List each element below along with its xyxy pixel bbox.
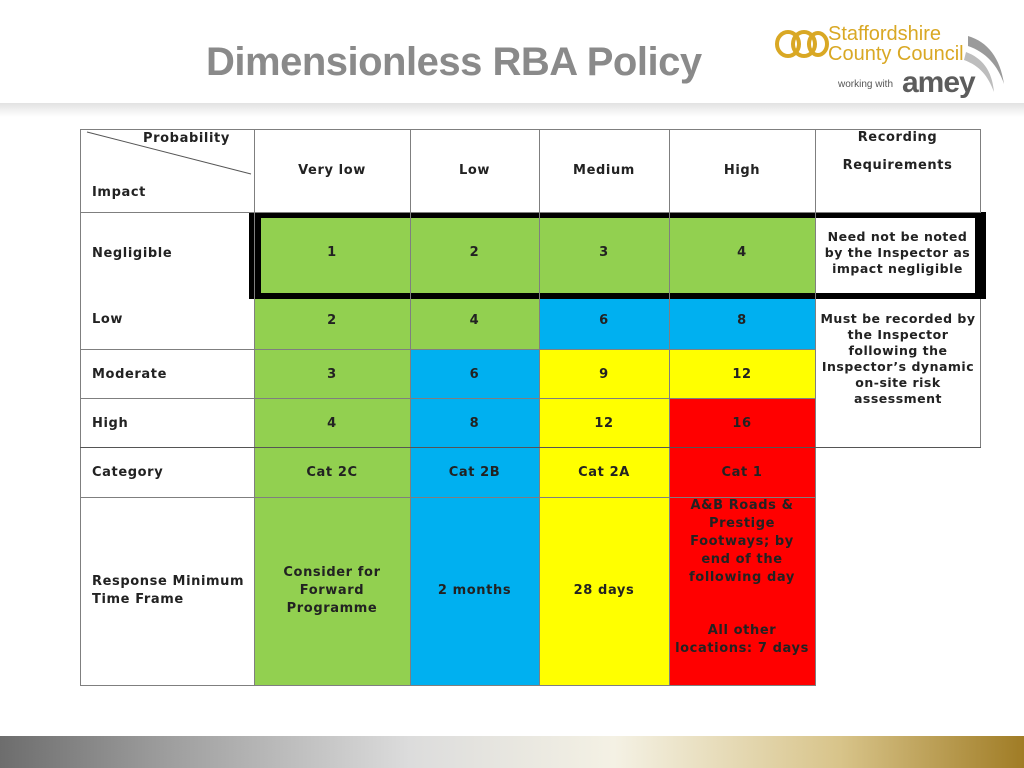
probability-header-low: Low [458,163,491,178]
category-cat-2b: Cat 2B [410,448,539,497]
recording-header-line2: Requirements [842,158,953,173]
grid-line [80,212,981,213]
grid-line [80,497,815,498]
matrix-cell: 2 [254,299,410,350]
category-label: Category [92,465,164,480]
probability-header-very-low: Very low [298,163,366,178]
council-name-line1: Staffordshire [828,23,942,45]
grid-line [80,447,981,448]
response-cat-1 [669,497,815,685]
matrix-cell: 12 [539,399,669,448]
category-cat-2a: Cat 2A [539,448,669,497]
header-divider [0,103,1024,117]
impact-label-high: High [92,416,129,431]
grid-line [80,398,815,399]
category-cat-1: Cat 1 [669,448,815,497]
category-cat-2c: Cat 2C [254,448,410,497]
footer-gradient-bar [0,736,1024,768]
table-border-bottom [80,685,816,686]
probability-header-medium: Medium [573,163,635,178]
matrix-cell: 16 [669,399,815,448]
slide-title: Dimensionless RBA Policy [206,40,702,84]
matrix-cell: 3 [254,350,410,399]
matrix-cell: 12 [669,350,815,399]
matrix-cell: 8 [669,299,815,350]
matrix-cell: 4 [410,299,539,350]
corner-header-cell [81,130,254,212]
matrix-cell: 6 [539,299,669,350]
matrix-cell: 3 [539,212,669,294]
matrix-cell: 4 [669,212,815,294]
matrix-cell: 1 [254,212,410,294]
matrix-cell: 9 [539,350,669,399]
impact-axis-label: Impact [92,185,146,200]
matrix-cell: 2 [410,212,539,294]
recording-note-other: Must be recorded by the Inspector following the Inspector’s dynamic on-site risk assessment [820,311,976,406]
impact-label-moderate: Moderate [92,367,168,382]
staffordshire-knot-icon [774,24,830,64]
grid-line [80,349,815,350]
probability-header-high: High [723,163,761,178]
amey-swoosh-icon [958,32,1008,102]
negligible-highlight-left [249,212,261,299]
council-name-line2: County Council [828,43,964,65]
recording-header-line1: Recording [857,130,938,145]
impact-label-negligible: Negligible [92,245,173,261]
recording-note-negligible: Need not be noted by the Inspector as impact negligible [824,229,971,276]
staffordshire-amey-logo [772,20,1012,104]
response-cat-1-other-locations: All other locations: 7 days [675,623,809,656]
matrix-cell: 4 [254,399,410,448]
response-cat-2a: 28 days [539,497,669,685]
negligible-highlight-right [975,212,986,299]
matrix-cell: 6 [410,350,539,399]
response-label: Response Minimum Time Frame [92,574,245,607]
impact-label-low: Low [92,312,124,327]
matrix-cell: 8 [410,399,539,448]
response-cat-2b: 2 months [410,497,539,685]
working-with-text: working with [838,79,894,90]
response-cat-2c: Consider for Forward Programme [254,497,410,685]
amey-wordmark: amey [902,66,975,99]
probability-axis-label: Probability [143,131,230,146]
response-cat-1-priority-roads: A&B Roads & Prestige Footways; by end of the following day [689,498,795,585]
recording-requirements-header [815,130,980,212]
council-name [828,24,964,64]
